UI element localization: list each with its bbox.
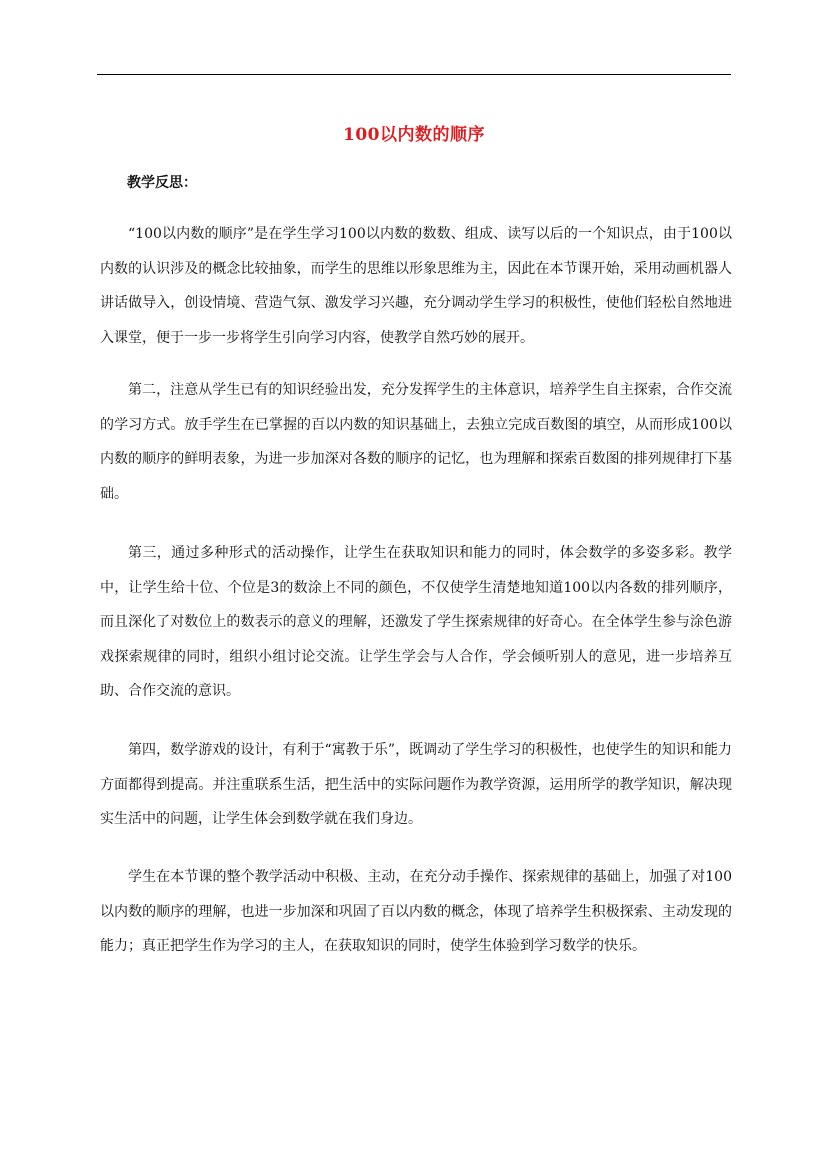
header-rule bbox=[97, 74, 731, 75]
paragraph-second: 第二，注意从学生已有的知识经验出发，充分发挥学生的主体意识，培养学生自主探索，合作交流的学习方式。放手学生在已掌握的百以内数的知识基础上，去独立完成百数图的填空，从而形成100以内数的顺序的鲜明表象，为进一步加深对各数的顺序的记忆，也为理解和探索百数图的排列规律打下基础。 bbox=[100, 382, 732, 502]
document-title: 100以内数的顺序 bbox=[343, 125, 485, 145]
paragraph-intro: “100以内数的顺序”是在学生学习100以内数的数数、组成、读写以后的一个知识点，由于100以内数的认识涉及的概念比较抽象，而学生的思维以形象思维为主，因此在本节课开始，采用动画机器人讲话做导入，创设情境、营造气氛、激发学习兴趣，充分调动学生学习的积极性，使他们轻松自然地进入课堂，便于一步一步将学生引向学习内容，使教学自然巧妙的展开。 bbox=[100, 226, 732, 346]
paragraph-conclusion: 学生在本节课的整个教学活动中积极、主动，在充分动手操作、探索规律的基础上，加强了对100以内数的顺序的理解，也进一步加深和巩固了百以内数的概念，体现了培养学生积极探索、主动发现的能力；真正把学生作为学习的主人，在获取知识的同时，使学生体验到学习数学的快乐。 bbox=[100, 869, 732, 954]
section-label: 教学反思： bbox=[127, 175, 197, 191]
paragraph-fourth: 第四，数学游戏的设计，有利于“寓教于乐”，既调动了学生学习的积极性，也使学生的知识和能力方面都得到提高。并注重联系生活，把生活中的实际问题作为教学资源，运用所学的教学知识，解决现实生活中的问题，让学生体会到数学就在我们身边。 bbox=[100, 742, 732, 827]
paragraph-third: 第三，通过多种形式的活动操作，让学生在获取知识和能力的同时，体会数学的多姿多彩。教学中，让学生给十位、个位是3的数涂上不同的颜色，不仅使学生清楚地知道100以内各数的排列顺序，而且深化了对数位上的数表示的意义的理解，还激发了学生探索规律的好奇心。在全体学生参与涂色游戏探索规律的同时，组织小组讨论交流。让学生学会与人合作，学会倾听别人的意见，进一步培养互助、合作交流的意识。 bbox=[100, 545, 732, 699]
